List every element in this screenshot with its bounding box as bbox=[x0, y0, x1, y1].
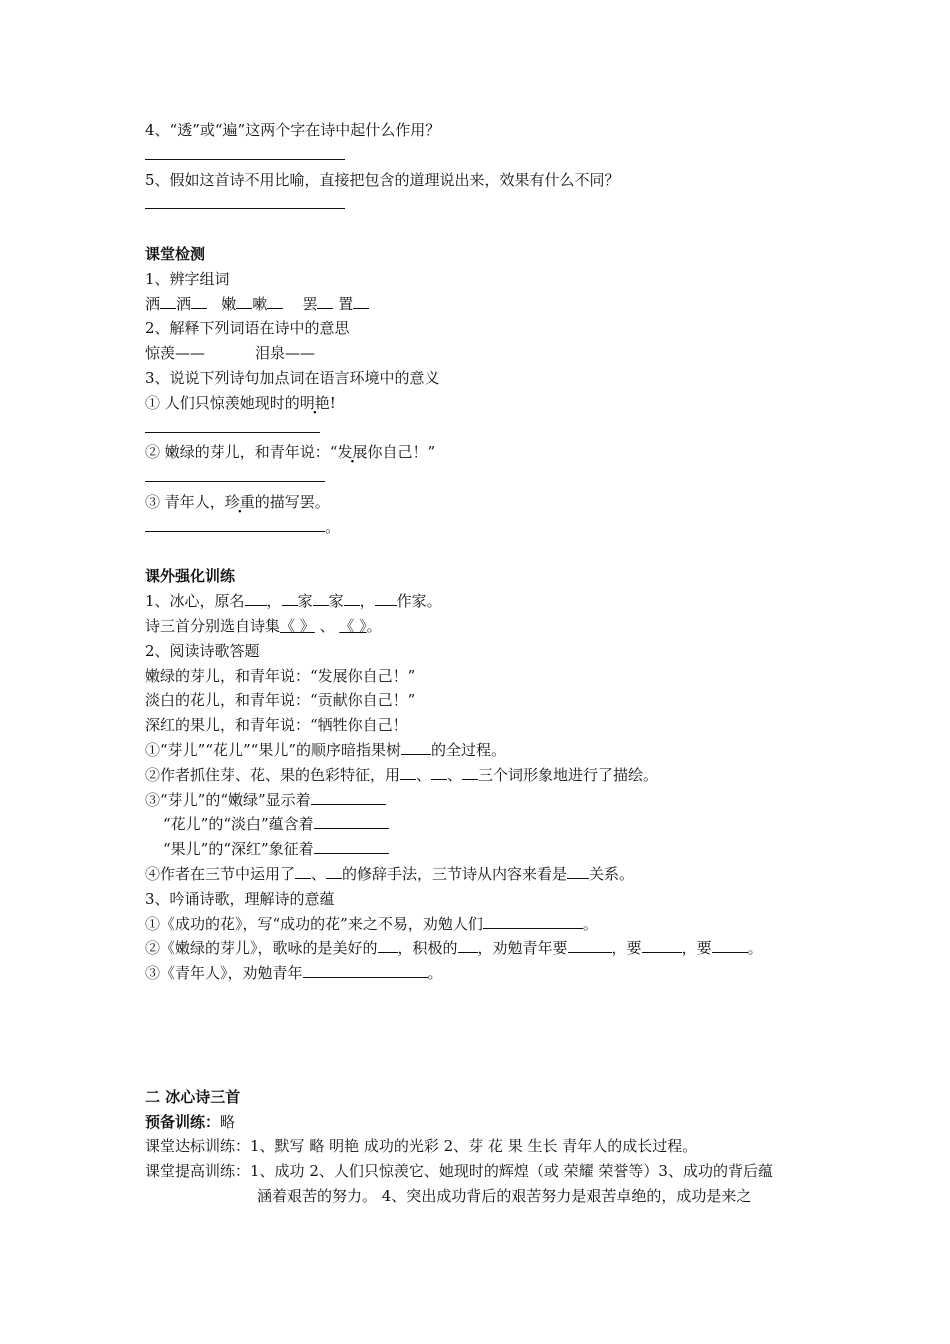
poem-line: 深红的果儿，和青年说：“牺牲你自己！ bbox=[145, 716, 408, 735]
chant-question-2: ②《嫩绿的芽儿》，歌咏的是美好的 ，积极的 ，劝勉青年要 ，要 ，要 。 bbox=[145, 939, 763, 958]
item-1: 1、辨字组词 bbox=[145, 269, 230, 288]
poem-question-3c: “果儿”的“深红”象征着 bbox=[145, 837, 815, 862]
blank[interactable] bbox=[267, 293, 283, 309]
answers-line-2: 课堂提高训练：1、成功 2、人们只惊羡它、她现时的辉煌（或 荣耀 荣誉等）3、成功的背后蕴 bbox=[145, 1162, 773, 1181]
item-2: 2、解释下列词语在诗中的意思 bbox=[145, 319, 350, 338]
chant-question-1: ①《成功的花》，写“成功的花”来之不易，劝勉人们 。 bbox=[145, 914, 598, 933]
dotted-word: 明艳 bbox=[299, 393, 330, 412]
blank[interactable] bbox=[326, 863, 342, 879]
document-page bbox=[145, 118, 815, 1209]
item-3-1: ① 人们只惊羡她现时的明艳! bbox=[145, 391, 815, 416]
blank[interactable] bbox=[712, 937, 748, 953]
blank[interactable] bbox=[145, 143, 345, 160]
dotted-word: 发展 bbox=[337, 443, 368, 462]
poem-question-3: ③“芽儿”的“嫩绿”显示着 bbox=[145, 788, 815, 813]
chant-question-3: ③《青年人》，劝勉青年 。 bbox=[145, 964, 443, 983]
blank[interactable] bbox=[642, 937, 682, 953]
blank[interactable] bbox=[375, 590, 397, 606]
answer-line bbox=[145, 143, 815, 168]
blank[interactable] bbox=[145, 465, 325, 482]
item-3: 3、说说下列诗句加点词在语言环境中的意义 bbox=[145, 368, 440, 387]
blank[interactable] bbox=[245, 590, 267, 606]
item-2-terms: 惊羡—— 泪泉—— bbox=[145, 344, 316, 363]
blank[interactable] bbox=[317, 293, 333, 309]
word-blanks: 洒 洒 嫩 嗽 罢 置 bbox=[145, 292, 815, 317]
answers-prep: 预备训练：略 bbox=[145, 1112, 236, 1131]
answers-line-1: 课堂达标训练：1、默写 略 明艳 成功的光彩 2、芽 花 果 生长 青年人的成长过程。 bbox=[145, 1137, 698, 1156]
blank[interactable] bbox=[145, 192, 345, 209]
blank[interactable] bbox=[314, 813, 389, 829]
blank[interactable] bbox=[191, 293, 207, 309]
answers-title: 二 冰心诗三首 bbox=[145, 1087, 241, 1106]
blank[interactable] bbox=[458, 937, 478, 953]
blank[interactable] bbox=[313, 590, 329, 606]
answers-line-3: 涵着艰苦的努力。 4、突出成功背后的艰苦努力是艰苦卓绝的，成功是来之 bbox=[257, 1187, 752, 1206]
extra-line-3: 2、阅读诗歌答题 bbox=[145, 641, 260, 660]
blank[interactable] bbox=[567, 863, 589, 879]
blank[interactable] bbox=[160, 293, 176, 309]
blank[interactable] bbox=[303, 962, 428, 978]
item-3-3: ③ 青年人，珍重的描写罢。 bbox=[145, 490, 815, 515]
blank[interactable] bbox=[311, 789, 386, 805]
answer-line bbox=[145, 192, 815, 217]
poem-line: 嫩绿的芽儿，和青年说：“发展你自己！” bbox=[145, 666, 416, 685]
answer-line bbox=[145, 465, 815, 490]
question-5: 5、假如这首诗不用比喻，直接把包含的道理说出来，效果有什么不同？ bbox=[145, 170, 620, 189]
blank[interactable] bbox=[568, 937, 612, 953]
blank[interactable] bbox=[431, 764, 447, 780]
poem-question-1: ①“芽儿”“花儿”“果儿”的顺序暗指果树 的全过程。 bbox=[145, 740, 507, 759]
poem-line: 淡白的花儿，和青年说：“贡献你自己！” bbox=[145, 691, 416, 710]
blank[interactable] bbox=[462, 764, 478, 780]
blank[interactable] bbox=[400, 764, 416, 780]
poem-question-4: ④作者在三节中运用了 、 的修辞手法，三节诗从内容来看是 关系。 bbox=[145, 864, 635, 883]
blank[interactable] bbox=[378, 937, 398, 953]
blank[interactable] bbox=[145, 515, 325, 532]
extra-line-4: 3、吟诵诗歌，理解诗的意蕴 bbox=[145, 889, 335, 908]
extra-line-1: 1、冰心，原名 ， 家 家 ， 作家。 bbox=[145, 592, 442, 611]
blank[interactable] bbox=[236, 293, 252, 309]
section-title: 课外强化训练 bbox=[145, 567, 236, 586]
answer-line: 。 bbox=[145, 515, 815, 540]
blank[interactable] bbox=[295, 863, 311, 879]
blank[interactable] bbox=[353, 293, 369, 309]
blank[interactable] bbox=[344, 590, 360, 606]
item-3-2: ② 嫩绿的芽儿，和青年说：“发展你自己！” bbox=[145, 440, 815, 465]
extra-line-2: 诗三首分别选自诗集《 》 、 《 》。 bbox=[145, 616, 382, 635]
section-title: 课堂检测 bbox=[145, 244, 206, 263]
blank[interactable] bbox=[145, 416, 320, 433]
poem-question-3b: “花儿”的“淡白”蕴含着 bbox=[145, 812, 815, 837]
answer-line bbox=[145, 416, 815, 441]
question-4: 4、“透”或“遍”这两个字在诗中起什么作用？ bbox=[145, 121, 441, 139]
dotted-word: 珍重 bbox=[224, 492, 255, 511]
blank[interactable] bbox=[401, 739, 431, 755]
poem-question-2: ②作者抓住芽、花、果的色彩特征，用 、 、 三个词形象地进行了描绘。 bbox=[145, 765, 659, 784]
blank[interactable] bbox=[483, 913, 583, 929]
blank[interactable] bbox=[282, 590, 298, 606]
blank[interactable] bbox=[314, 838, 389, 854]
